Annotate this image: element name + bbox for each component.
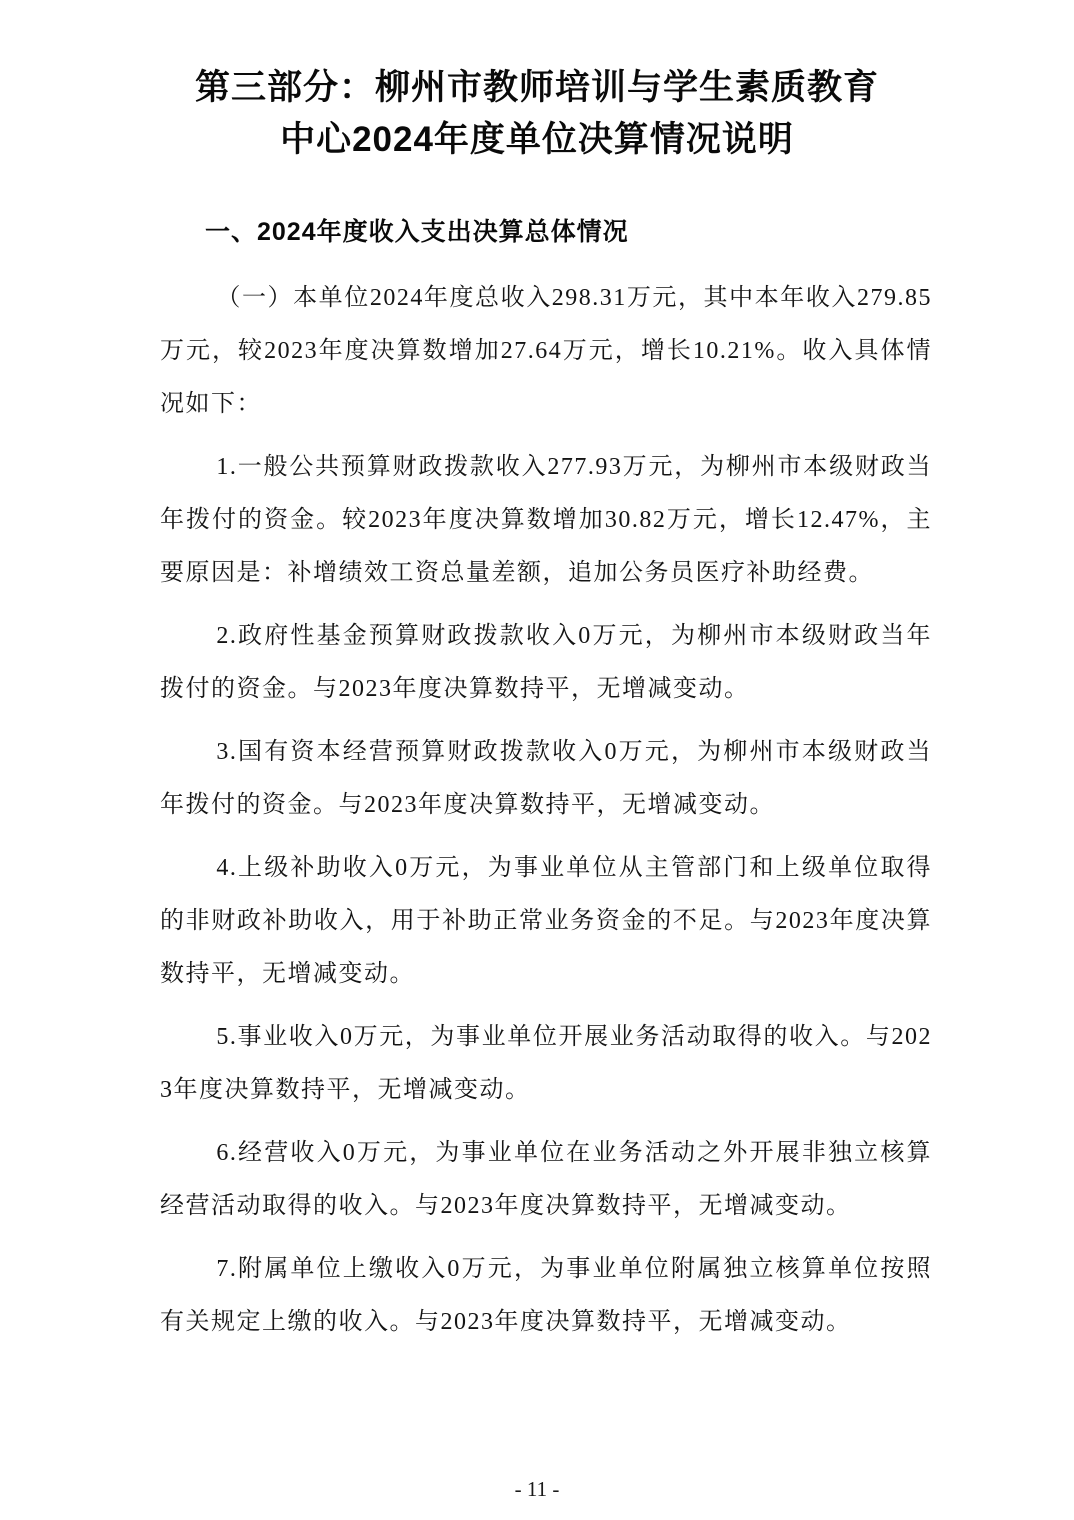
section-heading: 一、2024年度收入支出决算总体情况: [205, 218, 629, 246]
paragraph-item-1: 1.一般公共预算财政拨款收入277.93万元，为柳州市本级财政当年拨付的资金。较2023年度决算数增加30.82万元，增长12.47%，主要原因是：补增绩效工资总量差额，追加公务员医疗补助经费。: [160, 454, 932, 586]
paragraph-item-7: 7.附属单位上缴收入0万元，为事业单位附属独立核算单位按照有关规定上缴的收入。与2023年度决算数持平，无增减变动。: [160, 1256, 932, 1335]
paragraph-overview: （一）本单位2024年度总收入298.31万元，其中本年收入279.85万元，较2023年度决算数增加27.64万元，增长10.21%。收入具体情况如下：: [160, 285, 932, 417]
paragraph-item-2: 2.政府性基金预算财政拨款收入0万元，为柳州市本级财政当年拨付的资金。与2023年度决算数持平，无增减变动。: [160, 623, 932, 702]
page-number: - 11 -: [514, 1477, 560, 1501]
paragraph-item-3: 3.国有资本经营预算财政拨款收入0万元，为柳州市本级财政当年拨付的资金。与2023年度决算数持平，无增减变动。: [160, 739, 932, 818]
document-title-line-2: 中心2024年度单位决算情况说明: [280, 120, 794, 159]
document-title: [70, 62, 1004, 166]
document-body: [160, 272, 932, 1359]
document-title-line-1: 第三部分：柳州市教师培训与学生素质教育: [194, 68, 879, 107]
paragraph-item-4: 4.上级补助收入0万元，为事业单位从主管部门和上级单位取得的非财政补助收入，用于补助正常业务资金的不足。与2023年度决算数持平，无增减变动。: [160, 855, 932, 987]
paragraph-item-5: 5.事业收入0万元，为事业单位开展业务活动取得的收入。与2023年度决算数持平，无增减变动。: [160, 1024, 932, 1103]
paragraph-item-6: 6.经营收入0万元，为事业单位在业务活动之外开展非独立核算经营活动取得的收入。与2023年度决算数持平，无增减变动。: [160, 1140, 932, 1219]
